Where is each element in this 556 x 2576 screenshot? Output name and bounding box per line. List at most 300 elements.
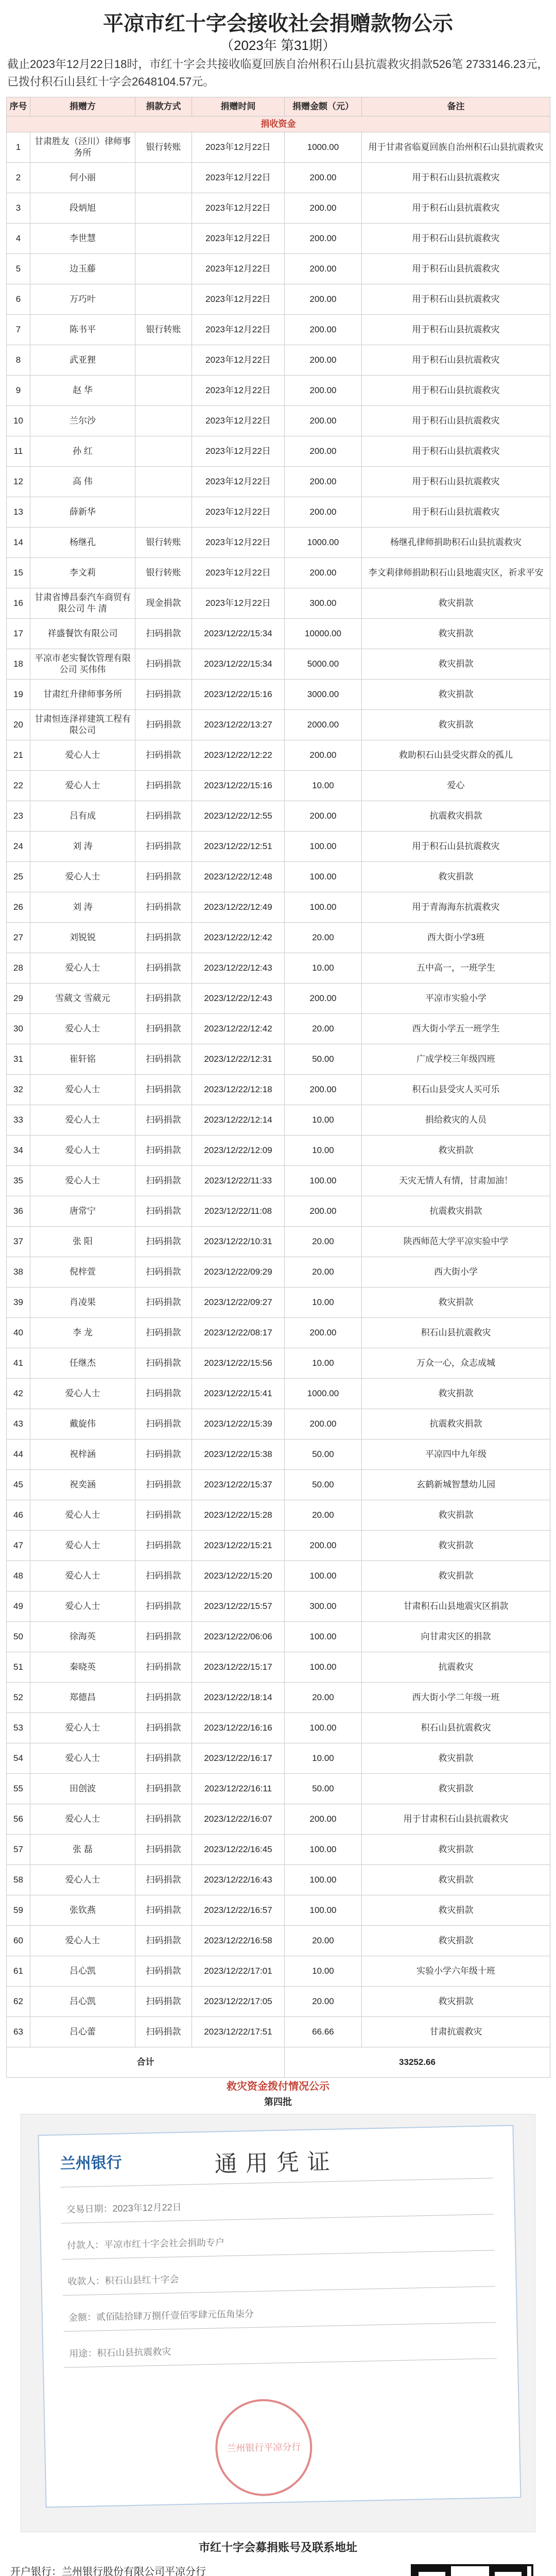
table-row <box>7 1835 550 1865</box>
row-amount: 200.00 <box>285 1318 362 1348</box>
row-time: 2023/12/22/15:34 <box>192 649 285 680</box>
row-amount: 20.00 <box>285 1987 362 2017</box>
table-row <box>7 649 550 680</box>
row-method: 扫码捐款 <box>135 1591 192 1622</box>
row-time: 2023/12/22/15:38 <box>192 1439 285 1470</box>
row-amount: 50.00 <box>285 1044 362 1075</box>
table-row <box>7 953 550 984</box>
row-index: 62 <box>7 1987 30 2017</box>
table-row <box>7 1743 550 1774</box>
row-remark: 玄鹤新城智慧幼儿园 <box>362 1470 550 1500</box>
row-remark: 救灾捐款 <box>362 1835 550 1865</box>
row-time: 2023/12/22/15:39 <box>192 1409 285 1439</box>
row-remark: 积石山县抗震救灾 <box>362 1713 550 1743</box>
row-remark: 救灾捐款 <box>362 862 550 892</box>
row-remark: 用于青海海东抗震救灾 <box>362 892 550 923</box>
row-amount: 66.66 <box>285 2017 362 2047</box>
row-remark: 用于积石山县抗震救灾 <box>362 376 550 406</box>
row-index: 56 <box>7 1804 30 1835</box>
row-time: 2023年12月22日 <box>192 528 285 558</box>
table-row <box>7 1439 550 1470</box>
row-amount: 20.00 <box>285 1014 362 1044</box>
row-index: 42 <box>7 1379 30 1409</box>
row-index: 41 <box>7 1348 30 1379</box>
row-amount: 200.00 <box>285 1804 362 1835</box>
row-remark: 天灾无情人有情，甘肃加油！ <box>362 1166 550 1196</box>
row-method: 扫码捐款 <box>135 923 192 953</box>
row-remark: 救灾捐款 <box>362 1531 550 1561</box>
row-amount: 200.00 <box>285 801 362 832</box>
row-amount: 100.00 <box>285 1652 362 1683</box>
table-row <box>7 1591 550 1622</box>
row-time: 2023/12/22/16:45 <box>192 1835 285 1865</box>
row-remark: 甘肃抗震救灾 <box>362 2017 550 2047</box>
row-remark: 救灾捐款 <box>362 1926 550 1956</box>
row-time: 2023/12/22/09:29 <box>192 1257 285 1287</box>
row-donor: 吕心凯 <box>30 1956 135 1987</box>
row-index: 24 <box>7 832 30 862</box>
row-method <box>135 345 192 376</box>
row-remark: 西大街小学二年级一班 <box>362 1683 550 1713</box>
row-index: 33 <box>7 1105 30 1136</box>
row-remark: 救灾捐款 <box>362 1895 550 1926</box>
bank-voucher <box>38 2125 522 2507</box>
row-donor: 甘肃恒连泽祥建筑工程有限公司 <box>30 710 135 740</box>
row-remark: 万众一心，众志成城 <box>362 1348 550 1379</box>
row-remark: 西大街小学3班 <box>362 923 550 953</box>
row-time: 2023年12月22日 <box>192 558 285 588</box>
table-row <box>7 1409 550 1439</box>
table-row <box>7 254 550 284</box>
row-time: 2023年12月22日 <box>192 467 285 497</box>
row-remark: 平凉市实验小学 <box>362 984 550 1014</box>
row-index: 15 <box>7 558 30 588</box>
row-donor: 刘锐锐 <box>30 923 135 953</box>
row-amount: 10.00 <box>285 1743 362 1774</box>
row-amount: 200.00 <box>285 254 362 284</box>
table-row <box>7 1926 550 1956</box>
row-time: 2023年12月22日 <box>192 254 285 284</box>
row-time: 2023年12月22日 <box>192 497 285 528</box>
row-method <box>135 193 192 224</box>
row-method: 扫码捐款 <box>135 1956 192 1987</box>
row-method <box>135 163 192 193</box>
bank-logo: 兰州银行 <box>60 2154 123 2173</box>
row-method: 扫码捐款 <box>135 892 192 923</box>
row-time: 2023年12月22日 <box>192 406 285 436</box>
row-method: 扫码捐款 <box>135 1287 192 1318</box>
row-amount: 20.00 <box>285 1683 362 1713</box>
row-index: 38 <box>7 1257 30 1287</box>
row-remark: 抗震救灾捐款 <box>362 1409 550 1439</box>
table-row <box>7 2017 550 2047</box>
row-remark: 积石山县受灾人买可乐 <box>362 1075 550 1105</box>
row-index: 30 <box>7 1014 30 1044</box>
row-index: 22 <box>7 771 30 801</box>
row-amount: 10.00 <box>285 953 362 984</box>
row-donor: 李 龙 <box>30 1318 135 1348</box>
row-time: 2023年12月22日 <box>192 224 285 254</box>
section-label: 捐收资金 <box>7 116 550 132</box>
voucher-field: 交易日期：2023年12月22日 <box>66 2201 182 2215</box>
row-remark: 积石山县抗震救灾 <box>362 1318 550 1348</box>
bank-info-block <box>7 2558 549 2576</box>
row-index: 31 <box>7 1044 30 1075</box>
table-row <box>7 467 550 497</box>
row-amount: 1000.00 <box>285 132 362 163</box>
table-row <box>7 1014 550 1044</box>
row-index: 57 <box>7 1835 30 1865</box>
row-remark: 用于积石山县抗震救灾 <box>362 163 550 193</box>
row-remark: 李文莉律师捐助积石山县地震灾区，祈求平安 <box>362 558 550 588</box>
row-remark: 救灾捐款 <box>362 1561 550 1591</box>
row-time: 2023年12月22日 <box>192 132 285 163</box>
row-index: 18 <box>7 649 30 680</box>
row-method: 扫码捐款 <box>135 1348 192 1379</box>
donation-qr-code[interactable] <box>411 2564 533 2576</box>
row-donor: 爱心人士 <box>30 1926 135 1956</box>
row-index: 44 <box>7 1439 30 1470</box>
row-amount: 3000.00 <box>285 680 362 710</box>
row-amount: 200.00 <box>285 1409 362 1439</box>
row-remark: 捐给救灾的人员 <box>362 1105 550 1136</box>
row-method: 扫码捐款 <box>135 984 192 1014</box>
row-amount: 200.00 <box>285 984 362 1014</box>
row-time: 2023年12月22日 <box>192 284 285 315</box>
table-row <box>7 588 550 619</box>
table-row <box>7 376 550 406</box>
row-amount: 2000.00 <box>285 710 362 740</box>
row-amount: 1000.00 <box>285 528 362 558</box>
row-amount: 10.00 <box>285 771 362 801</box>
row-remark: 用于积石山县抗震救灾 <box>362 193 550 224</box>
row-time: 2023/12/22/15:17 <box>192 1652 285 1683</box>
row-index: 55 <box>7 1774 30 1804</box>
row-donor: 爱心人士 <box>30 1743 135 1774</box>
row-time: 2023/12/22/16:16 <box>192 1713 285 1743</box>
row-donor: 甘肃省博昌泰汽车商贸有限公司 牛 清 <box>30 588 135 619</box>
row-time: 2023/12/22/12:48 <box>192 862 285 892</box>
table-row <box>7 1774 550 1804</box>
row-time: 2023/12/22/16:57 <box>192 1895 285 1926</box>
row-index: 50 <box>7 1622 30 1652</box>
row-index: 46 <box>7 1500 30 1531</box>
row-donor: 陈书平 <box>30 315 135 345</box>
row-donor: 爱心人士 <box>30 740 135 771</box>
row-donor: 赵 华 <box>30 376 135 406</box>
row-remark: 五中高一，一班学生 <box>362 953 550 984</box>
row-time: 2023年12月22日 <box>192 436 285 467</box>
table-row <box>7 1227 550 1257</box>
table-row <box>7 1470 550 1500</box>
col-remark: 备注 <box>362 97 550 116</box>
row-time: 2023/12/22/16:07 <box>192 1804 285 1835</box>
row-donor: 爱心人士 <box>30 1804 135 1835</box>
row-amount: 100.00 <box>285 892 362 923</box>
table-row <box>7 193 550 224</box>
row-donor: 李世慧 <box>30 224 135 254</box>
row-method: 扫码捐款 <box>135 1865 192 1895</box>
row-donor: 爱心人士 <box>30 1531 135 1561</box>
row-donor: 段炳旭 <box>30 193 135 224</box>
table-row <box>7 1622 550 1652</box>
row-index: 12 <box>7 467 30 497</box>
table-row <box>7 1348 550 1379</box>
row-index: 27 <box>7 923 30 953</box>
row-method: 扫码捐款 <box>135 1987 192 2017</box>
row-time: 2023/12/22/11:33 <box>192 1166 285 1196</box>
row-method: 扫码捐款 <box>135 619 192 649</box>
row-time: 2023/12/22/15:16 <box>192 771 285 801</box>
table-row <box>7 1044 550 1075</box>
row-amount: 10.00 <box>285 1136 362 1166</box>
row-time: 2023/12/22/12:42 <box>192 923 285 953</box>
table-row <box>7 892 550 923</box>
row-index: 17 <box>7 619 30 649</box>
table-row <box>7 436 550 467</box>
row-method: 银行转账 <box>135 528 192 558</box>
row-donor: 高 伟 <box>30 467 135 497</box>
row-method <box>135 376 192 406</box>
row-index: 9 <box>7 376 30 406</box>
row-remark: 救灾捐款 <box>362 1774 550 1804</box>
row-time: 2023/12/22/06:06 <box>192 1622 285 1652</box>
row-remark: 救灾捐款 <box>362 680 550 710</box>
table-row <box>7 558 550 588</box>
row-donor: 戴旋伟 <box>30 1409 135 1439</box>
row-donor: 吕心蕾 <box>30 2017 135 2047</box>
row-donor: 徐海英 <box>30 1622 135 1652</box>
row-time: 2023年12月22日 <box>192 193 285 224</box>
col-method: 捐款方式 <box>135 97 192 116</box>
row-method: 扫码捐款 <box>135 832 192 862</box>
row-remark: 救灾捐款 <box>362 1987 550 2017</box>
row-index: 4 <box>7 224 30 254</box>
table-row <box>7 1561 550 1591</box>
table-header-row <box>7 97 550 116</box>
row-donor: 爱心人士 <box>30 862 135 892</box>
bank-section-title: 市红十字会募捐账号及联系地址 <box>198 2541 357 2554</box>
row-remark: 抗震救灾捐款 <box>362 1196 550 1227</box>
row-donor: 崔轩铭 <box>30 1044 135 1075</box>
row-amount: 200.00 <box>285 740 362 771</box>
row-time: 2023年12月22日 <box>192 588 285 619</box>
row-method: 扫码捐款 <box>135 1227 192 1257</box>
table-row <box>7 923 550 953</box>
row-time: 2023年12月22日 <box>192 315 285 345</box>
row-amount: 5000.00 <box>285 649 362 680</box>
voucher-field: 收款人：积石山县红十字会 <box>67 2274 179 2287</box>
table-row <box>7 801 550 832</box>
row-time: 2023/12/22/15:20 <box>192 1561 285 1591</box>
total-value: 33252.66 <box>285 2047 550 2078</box>
row-donor: 武亚狸 <box>30 345 135 376</box>
row-remark: 救灾捐款 <box>362 1379 550 1409</box>
col-amount: 捐赠金额（元） <box>285 97 362 116</box>
row-amount: 200.00 <box>285 406 362 436</box>
intro-text: 截止2023年12月22日18时，市红十字会共接收临夏回族自治州积石山县抗震救灾捐款526笔 2733146.23元，已拨付积石山县红十字会2648104.57元。 <box>7 58 549 88</box>
row-method: 扫码捐款 <box>135 1895 192 1926</box>
row-index: 59 <box>7 1895 30 1926</box>
row-time: 2023/12/22/15:57 <box>192 1591 285 1622</box>
row-index: 23 <box>7 801 30 832</box>
row-time: 2023/12/22/17:51 <box>192 2017 285 2047</box>
row-donor: 张 磊 <box>30 1835 135 1865</box>
row-index: 58 <box>7 1865 30 1895</box>
row-method: 扫码捐款 <box>135 1804 192 1835</box>
row-time: 2023/12/22/12:55 <box>192 801 285 832</box>
row-index: 53 <box>7 1713 30 1743</box>
table-row <box>7 1136 550 1166</box>
row-method: 扫码捐款 <box>135 1044 192 1075</box>
row-amount: 300.00 <box>285 1591 362 1622</box>
row-donor: 李文莉 <box>30 558 135 588</box>
row-amount: 200.00 <box>285 467 362 497</box>
row-method: 扫码捐款 <box>135 680 192 710</box>
row-donor: 田创波 <box>30 1774 135 1804</box>
row-method: 扫码捐款 <box>135 1075 192 1105</box>
row-remark: 爱心 <box>362 771 550 801</box>
row-index: 13 <box>7 497 30 528</box>
row-time: 2023年12月22日 <box>192 163 285 193</box>
row-method: 扫码捐款 <box>135 1652 192 1683</box>
row-method: 扫码捐款 <box>135 1622 192 1652</box>
row-time: 2023/12/22/16:58 <box>192 1926 285 1956</box>
row-method: 扫码捐款 <box>135 710 192 740</box>
row-method: 扫码捐款 <box>135 1014 192 1044</box>
row-amount: 200.00 <box>285 436 362 467</box>
row-time: 2023/12/22/15:34 <box>192 619 285 649</box>
row-method: 扫码捐款 <box>135 1774 192 1804</box>
row-index: 20 <box>7 710 30 740</box>
row-amount: 10.00 <box>285 1105 362 1136</box>
row-donor: 爱心人士 <box>30 953 135 984</box>
row-remark: 救灾捐款 <box>362 1287 550 1318</box>
row-remark: 救灾捐款 <box>362 1865 550 1895</box>
row-method: 扫码捐款 <box>135 953 192 984</box>
row-method: 扫码捐款 <box>135 862 192 892</box>
row-amount: 100.00 <box>285 832 362 862</box>
row-remark: 用于积石山县抗震救灾 <box>362 406 550 436</box>
row-remark: 广成学校三年级四班 <box>362 1044 550 1075</box>
row-remark: 用于积石山县抗震救灾 <box>362 224 550 254</box>
row-donor: 边玉藤 <box>30 254 135 284</box>
row-amount: 50.00 <box>285 1439 362 1470</box>
row-time: 2023/12/22/12:42 <box>192 1014 285 1044</box>
row-index: 14 <box>7 528 30 558</box>
publication-note: 救灾资金拨付情况公示 <box>227 2081 329 2092</box>
row-remark: 杨继孔律师捐助积石山县抗震救灾 <box>362 528 550 558</box>
table-row <box>7 345 550 376</box>
row-index: 54 <box>7 1743 30 1774</box>
row-method: 扫码捐款 <box>135 1136 192 1166</box>
table-row <box>7 284 550 315</box>
row-index: 52 <box>7 1683 30 1713</box>
row-method <box>135 497 192 528</box>
row-amount: 20.00 <box>285 1926 362 1956</box>
row-amount: 10.00 <box>285 1348 362 1379</box>
row-donor: 刘 涛 <box>30 892 135 923</box>
row-time: 2023/12/22/16:11 <box>192 1774 285 1804</box>
row-time: 2023年12月22日 <box>192 345 285 376</box>
voucher-title: 通用凭证 <box>214 2149 339 2177</box>
row-index: 47 <box>7 1531 30 1561</box>
row-donor: 爱心人士 <box>30 1713 135 1743</box>
row-remark: 用于甘肃积石山县抗震救灾 <box>362 1804 550 1835</box>
table-row <box>7 680 550 710</box>
row-remark: 救灾捐款 <box>362 649 550 680</box>
row-index: 43 <box>7 1409 30 1439</box>
row-amount: 20.00 <box>285 923 362 953</box>
row-amount: 200.00 <box>285 224 362 254</box>
row-method: 扫码捐款 <box>135 1561 192 1591</box>
row-time: 2023/12/22/15:41 <box>192 1379 285 1409</box>
row-index: 5 <box>7 254 30 284</box>
row-remark: 陕西师范大学平凉实验中学 <box>362 1227 550 1257</box>
table-row <box>7 1652 550 1683</box>
row-time: 2023/12/22/15:21 <box>192 1531 285 1561</box>
row-remark: 用于积石山县抗震救灾 <box>362 832 550 862</box>
row-amount: 200.00 <box>285 193 362 224</box>
row-method: 扫码捐款 <box>135 1196 192 1227</box>
table-row <box>7 1895 550 1926</box>
row-index: 11 <box>7 436 30 467</box>
table-row <box>7 1287 550 1318</box>
row-amount: 200.00 <box>285 1075 362 1105</box>
row-method: 银行转账 <box>135 315 192 345</box>
row-method: 扫码捐款 <box>135 1743 192 1774</box>
row-time: 2023/12/22/18:14 <box>192 1683 285 1713</box>
row-method: 扫码捐款 <box>135 649 192 680</box>
row-remark: 用于积石山县抗震救灾 <box>362 254 550 284</box>
row-donor: 雪葳文 雪葳元 <box>30 984 135 1014</box>
row-method: 扫码捐款 <box>135 1409 192 1439</box>
row-donor: 孙 红 <box>30 436 135 467</box>
row-remark: 用于积石山县抗震救灾 <box>362 436 550 467</box>
row-donor: 兰尔沙 <box>30 406 135 436</box>
table-row <box>7 619 550 649</box>
total-row <box>7 2047 550 2078</box>
row-index: 34 <box>7 1136 30 1166</box>
row-time: 2023/12/22/16:43 <box>192 1865 285 1895</box>
row-time: 2023/12/22/11:08 <box>192 1196 285 1227</box>
row-time: 2023年12月22日 <box>192 376 285 406</box>
row-remark: 甘肃积石山县地震灾区捐款 <box>362 1591 550 1622</box>
row-remark: 向甘肃灾区的捐款 <box>362 1622 550 1652</box>
row-amount: 10.00 <box>285 1956 362 1987</box>
row-time: 2023/12/22/17:05 <box>192 1987 285 2017</box>
row-index: 36 <box>7 1196 30 1227</box>
row-amount: 100.00 <box>285 1622 362 1652</box>
row-index: 49 <box>7 1591 30 1622</box>
row-index: 8 <box>7 345 30 376</box>
row-index: 51 <box>7 1652 30 1683</box>
row-method: 现金捐款 <box>135 588 192 619</box>
row-amount: 20.00 <box>285 1257 362 1287</box>
row-donor: 祝梓涵 <box>30 1439 135 1470</box>
row-index: 37 <box>7 1227 30 1257</box>
row-method <box>135 467 192 497</box>
row-amount: 10.00 <box>285 1287 362 1318</box>
table-row <box>7 1105 550 1136</box>
row-index: 7 <box>7 315 30 345</box>
row-amount: 200.00 <box>285 284 362 315</box>
row-index: 39 <box>7 1287 30 1318</box>
col-index: 序号 <box>7 97 30 116</box>
row-time: 2023/12/22/08:17 <box>192 1318 285 1348</box>
row-time: 2023/12/22/15:28 <box>192 1500 285 1531</box>
row-donor: 甘肃胜友（泾川）律师事务所 <box>30 132 135 163</box>
